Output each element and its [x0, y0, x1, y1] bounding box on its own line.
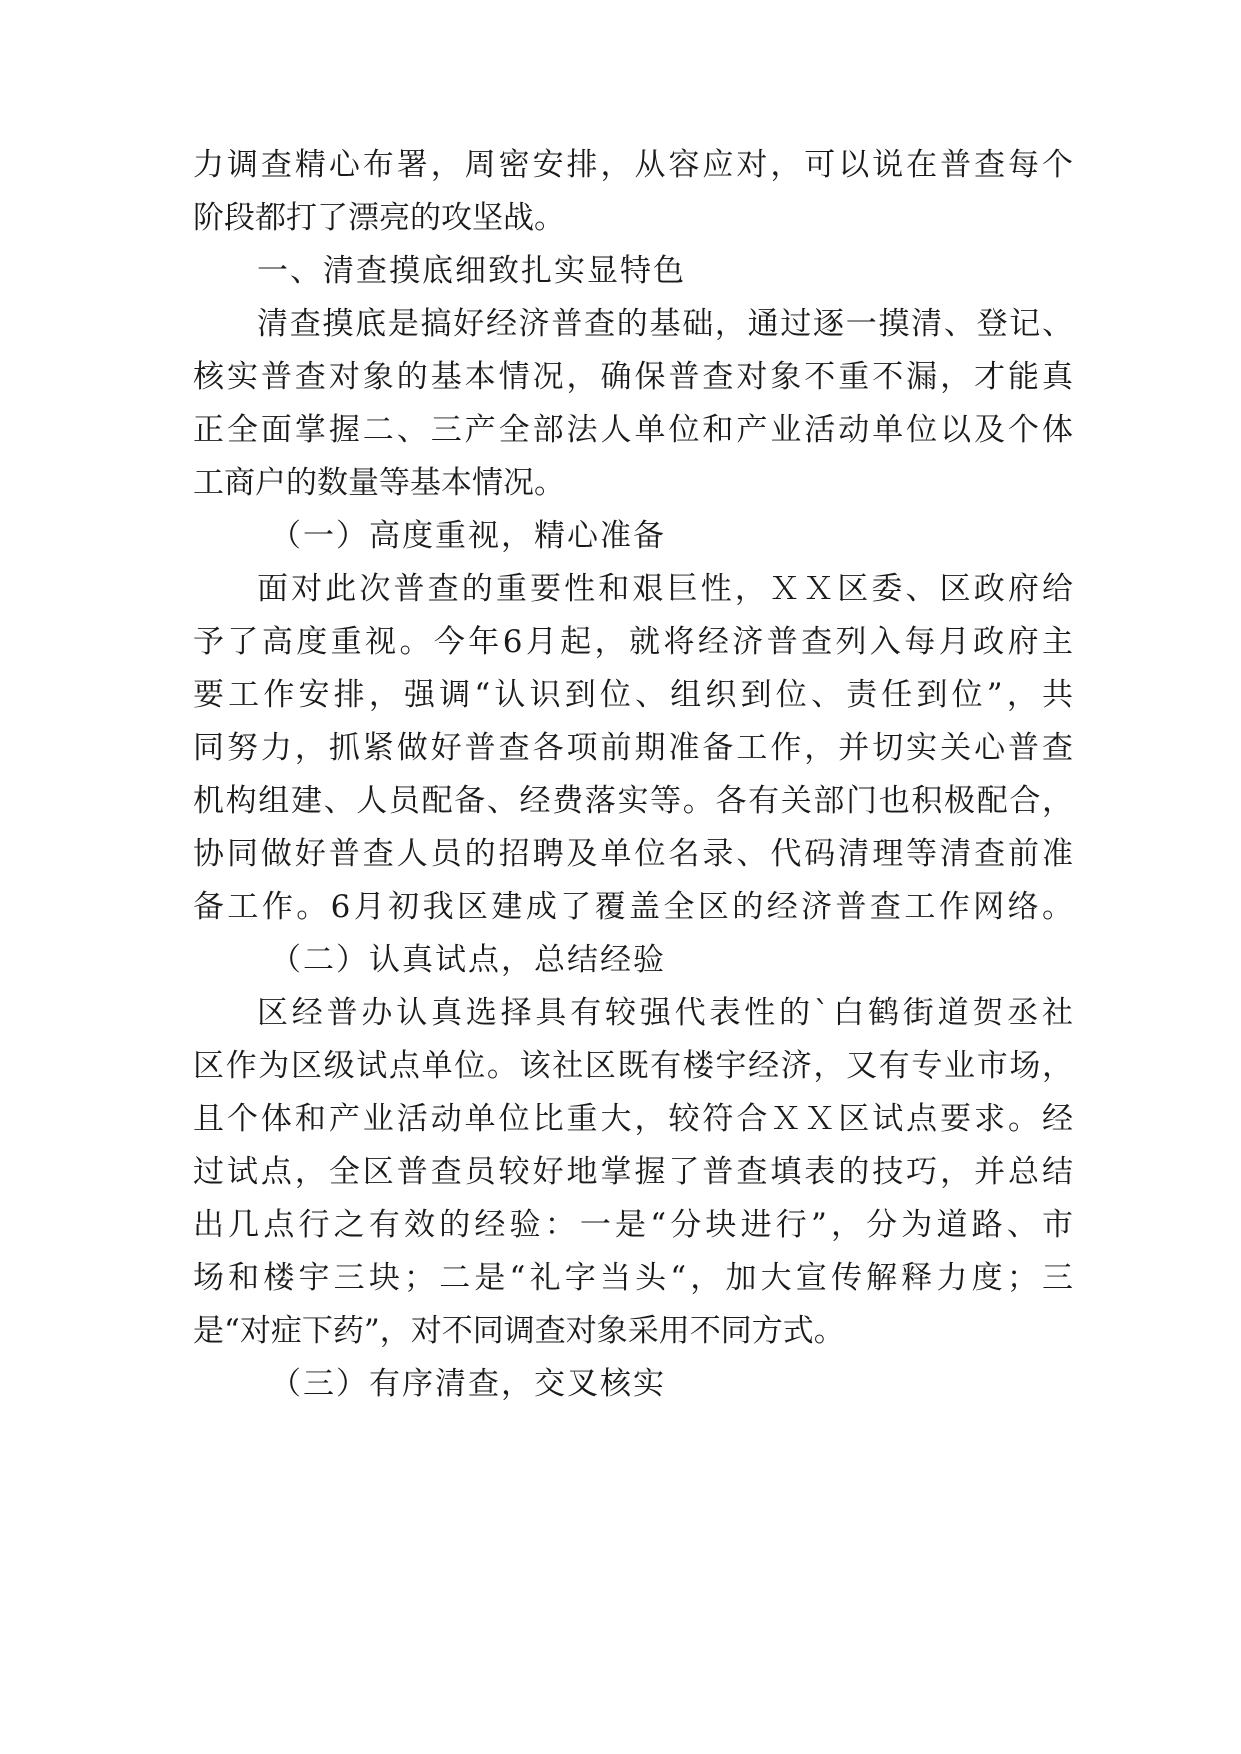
text-line: 过试点，全区普查员较好地掌握了普查填表的技巧，并总结 [193, 1154, 1073, 1190]
paragraph-first-line: 面对此次普查的重要性和艰巨性，ＸＸ区委、区政府给 [257, 571, 1073, 607]
text-line: 是“对症下药”，对不同调查对象采用不同方式。 [193, 1313, 845, 1349]
text-line: 工商户的数量等基本情况。 [193, 465, 565, 501]
subsection-heading: （二）认真试点，总结经验 [270, 942, 666, 978]
section-heading: 一、清查摸底细致扎实显特色 [257, 253, 686, 289]
text-line: 阶段都打了漂亮的攻坚战。 [193, 200, 565, 236]
text-line: 力调查精心布署，周密安排，从容应对，可以说在普查每个 [193, 147, 1073, 183]
text-line: 且个体和产业活动单位比重大，较符合ＸＸ区试点要求。经 [193, 1101, 1073, 1137]
text-line: 出几点行之有效的经验：一是“分块进行”，分为道路、市 [193, 1207, 1073, 1243]
subsection-heading: （一）高度重视，精心准备 [270, 518, 666, 554]
text-line: 同努力，抓紧做好普查各项前期准备工作，并切实关心普查 [193, 730, 1073, 766]
text-line: 机构组建、人员配备、经费落实等。各有关部门也积极配合， [193, 783, 1073, 819]
paragraph-first-line: 清查摸底是搞好经济普查的基础，通过逐一摸清、登记、 [257, 306, 1073, 342]
text-line: 核实普查对象的基本情况，确保普查对象不重不漏，才能真 [193, 359, 1073, 395]
text-line: 场和楼宇三块；二是“礼字当头“，加大宣传解释力度；三 [193, 1260, 1073, 1296]
text-line: 要工作安排，强调“认识到位、组织到位、责任到位”，共 [193, 677, 1073, 713]
text-line: 正全面掌握二、三产全部法人单位和产业活动单位以及个体 [193, 412, 1073, 448]
text-line: 区作为区级试点单位。该社区既有楼宇经济，又有专业市场， [193, 1048, 1073, 1084]
text-line: 备工作。6月初我区建成了覆盖全区的经济普查工作网络。 [193, 889, 1073, 925]
text-line: 协同做好普查人员的招聘及单位名录、代码清理等清查前准 [193, 836, 1073, 872]
subsection-heading: （三）有序清查，交叉核实 [270, 1366, 666, 1402]
text-line: 予了高度重视。今年6月起，就将经济普查列入每月政府主 [193, 624, 1073, 660]
paragraph-first-line: 区经普办认真选择具有较强代表性的`白鹤街道贺丞社 [257, 995, 1073, 1031]
